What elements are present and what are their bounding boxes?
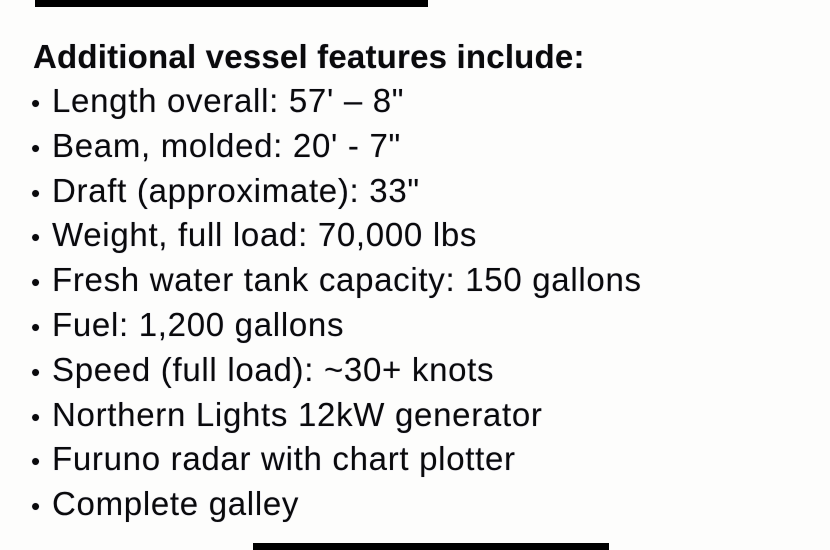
feature-item [33,259,642,304]
feature-item [33,80,642,125]
feature-item [33,394,642,439]
feature-text: Furuno radar with chart plotter [52,440,516,478]
bullet-icon: • [31,446,41,477]
feature-text: Length overall: 57' – 8" [52,82,405,119]
feature-item [33,438,642,483]
bullet-icon: • [31,222,41,253]
feature-text: Speed (full load): ~30+ knots [52,350,495,388]
bullet-icon: • [31,356,41,387]
feature-text: Draft (approximate): 33" [52,171,420,209]
feature-item [33,125,642,170]
features-list [33,80,642,528]
feature-item [33,304,642,349]
bottom-edge-artifact-bar [253,543,609,550]
bullet-icon: • [31,311,41,342]
top-edge-artifact-bar [35,0,428,7]
feature-item [33,349,642,394]
bullet-icon: • [31,132,41,163]
feature-item [33,170,642,215]
vessel-features-text-block [33,38,642,528]
feature-text: Beam, molded: 20' - 7" [52,126,401,164]
bullet-icon: • [31,401,41,432]
section-heading: Additional vessel features include: [33,38,585,75]
bullet-icon: • [31,267,41,298]
feature-text: Northern Lights 12kW generator [52,395,543,433]
feature-text: Weight, full load: 70,000 lbs [52,216,478,254]
feature-item [33,483,642,528]
bullet-icon: • [31,491,41,522]
feature-text: Fresh water tank capacity: 150 gallons [52,261,642,299]
bullet-icon: • [31,177,41,208]
feature-text: Complete galley [52,485,300,523]
bullet-icon: • [31,88,41,118]
feature-text: Fuel: 1,200 gallons [52,305,345,343]
feature-item [33,214,642,259]
